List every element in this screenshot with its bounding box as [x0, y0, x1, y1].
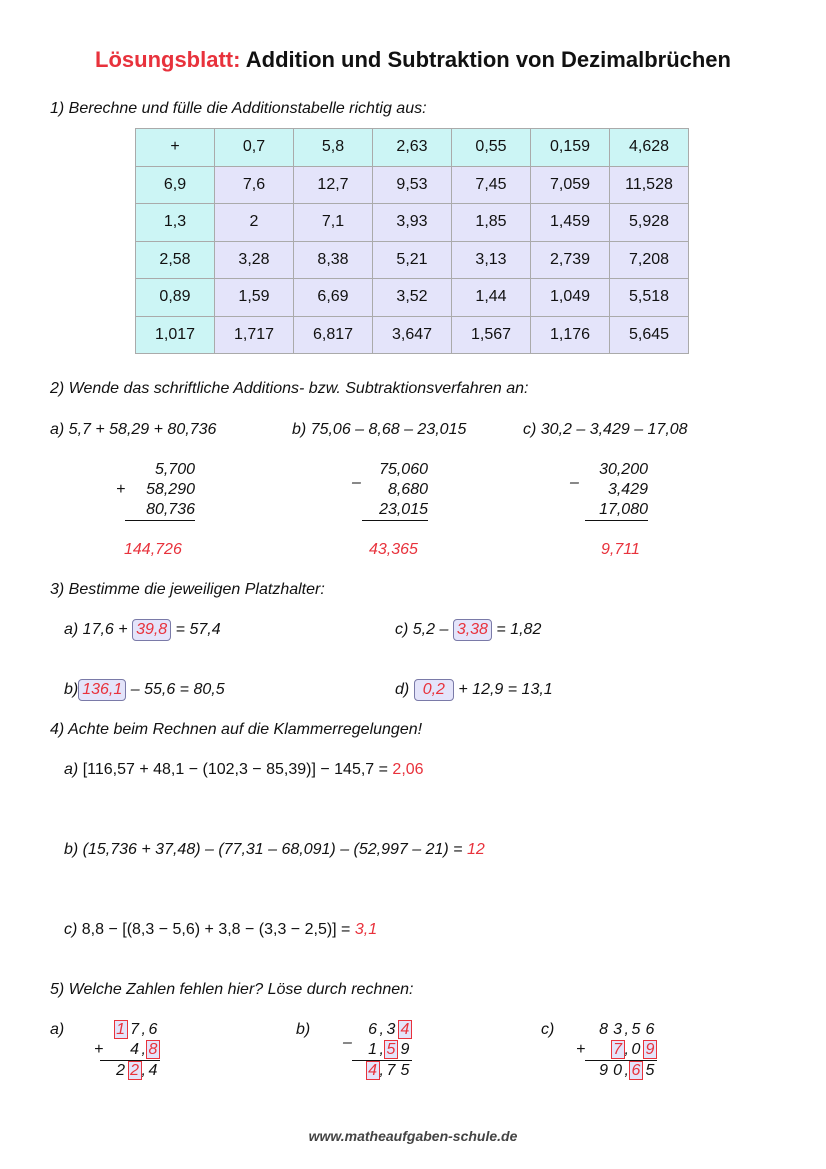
addition-table — [135, 128, 689, 354]
task5-heading: 5) Welche Zahlen fehlen hier? Löse durch rechnen: — [50, 981, 414, 998]
table-cell: 1,176 — [531, 316, 610, 354]
task4-a-expression: [116,57 + 48,1 − (102,3 − 85,39)] − 145,7 = — [82, 761, 388, 778]
decimal-comma: , — [379, 1062, 384, 1079]
table-row — [136, 166, 689, 204]
digit: 1 — [368, 1041, 377, 1058]
task5-a-operator: + — [94, 1041, 104, 1058]
digit: 6 — [148, 1021, 158, 1038]
task4-c — [64, 921, 377, 939]
task2-b-column — [362, 460, 428, 521]
task3-d-pre: d) — [395, 681, 410, 698]
task2-c-column — [585, 460, 648, 521]
table-cell: 8,38 — [294, 241, 373, 279]
table-cell: 2,739 — [531, 241, 610, 279]
task4-c-expression: 8,8 − [(8,3 − 5,6) + 3,8 − (3,3 − 2,5)] = — [81, 921, 351, 938]
table-cell: 7,208 — [610, 241, 689, 279]
table-cell: 1,459 — [531, 204, 610, 242]
task3-d-answer-box: 0,2 — [414, 679, 454, 701]
decimal-comma: , — [141, 1062, 146, 1079]
task3-c-pre: c) 5,2 – — [395, 621, 449, 638]
table-cell: 6,69 — [294, 279, 373, 317]
task3-a-pre: a) 17,6 + — [64, 621, 128, 638]
missing-digit-box: 6 — [629, 1061, 643, 1080]
table-cell: 1,59 — [215, 279, 294, 317]
digit: 0 — [613, 1062, 622, 1079]
table-cell: 2 — [215, 204, 294, 242]
table-cell: 1,44 — [452, 279, 531, 317]
task5-a-column — [100, 1020, 160, 1081]
task4-b — [64, 841, 485, 859]
table-header-cell: 0,159 — [531, 129, 610, 167]
table-header-cell: 4,628 — [610, 129, 689, 167]
decimal-comma: , — [624, 1062, 629, 1079]
task2-c-row3: 17,080 — [585, 500, 648, 521]
task3-heading: 3) Bestimme die jeweiligen Platzhalter: — [50, 581, 325, 598]
task3-a-post: = 57,4 — [175, 621, 221, 638]
table-header-cell: 1,3 — [136, 204, 215, 242]
task4-heading: 4) Achte beim Rechnen auf die Klammerregelungen! — [50, 721, 423, 738]
table-header-cell: 5,8 — [294, 129, 373, 167]
task5-b-row3 — [352, 1061, 412, 1081]
table-cell: 1,717 — [215, 316, 294, 354]
table-cell: 3,647 — [373, 316, 452, 354]
table-row — [136, 204, 689, 242]
missing-digit-box: 4 — [366, 1061, 380, 1080]
table-cell: 6,817 — [294, 316, 373, 354]
task5-c-operator: + — [576, 1041, 586, 1058]
decimal-comma: , — [141, 1021, 146, 1038]
missing-digit-box: 8 — [146, 1040, 160, 1059]
table-cell: 11,528 — [610, 166, 689, 204]
task2-b-label: b) 75,06 – 8,68 – 23,015 — [292, 421, 467, 438]
digit: 5 — [400, 1062, 410, 1079]
table-row — [136, 279, 689, 317]
digit: 9 — [599, 1062, 608, 1079]
task4-a-label: a) — [64, 761, 79, 778]
page-title — [0, 47, 826, 73]
task2-b-row1: 75,060 — [379, 461, 428, 478]
digit: 9 — [400, 1041, 410, 1058]
task3-d-post: + 12,9 = 13,1 — [458, 681, 553, 698]
task5-b-row2 — [352, 1040, 412, 1061]
task2-b-operator: – — [352, 474, 361, 491]
table-cell: 7,059 — [531, 166, 610, 204]
decimal-comma: , — [141, 1041, 146, 1058]
table-header-cell: 2,63 — [373, 129, 452, 167]
digit: 6 — [368, 1021, 377, 1038]
task4-a-result: 2,06 — [392, 761, 424, 778]
table-cell: 1,049 — [531, 279, 610, 317]
task2-a-row2: 58,290 — [146, 481, 195, 498]
decimal-comma: , — [624, 1041, 629, 1058]
table-header-cell: 2,58 — [136, 241, 215, 279]
task2-c-result: 9,711 — [601, 541, 640, 558]
task5-c-column — [585, 1020, 657, 1081]
task4-c-label: c) — [64, 921, 78, 938]
task5-b-column — [352, 1020, 412, 1081]
table-row — [136, 241, 689, 279]
task5-a-row3 — [100, 1061, 160, 1081]
table-cell: 1,567 — [452, 316, 531, 354]
table-header-cell: 0,89 — [136, 279, 215, 317]
table-cell: 12,7 — [294, 166, 373, 204]
decimal-comma: , — [379, 1021, 384, 1038]
table-cell: 5,518 — [610, 279, 689, 317]
table-cell: 5,645 — [610, 316, 689, 354]
task4-b-result: 12 — [466, 841, 485, 858]
digit: 2 — [116, 1062, 125, 1079]
task3-c-answer-box: 3,38 — [453, 619, 492, 641]
table-cell: 3,13 — [452, 241, 531, 279]
missing-digit-box: 9 — [643, 1040, 657, 1059]
table-cell: 3,28 — [215, 241, 294, 279]
task3-d — [395, 679, 553, 701]
digit: 0 — [631, 1041, 641, 1058]
table-cell: 7,6 — [215, 166, 294, 204]
task5-a-label: a) — [50, 1021, 65, 1038]
table-header-cell: 1,017 — [136, 316, 215, 354]
table-header-cell: + — [136, 129, 215, 167]
digit: 7 — [130, 1021, 139, 1038]
table-header-cell: 6,9 — [136, 166, 215, 204]
digit: 3 — [386, 1021, 396, 1038]
missing-digit-box: 4 — [398, 1020, 412, 1039]
decimal-comma: , — [379, 1041, 384, 1058]
table-header-cell: 0,55 — [452, 129, 531, 167]
table-header-cell: 0,7 — [215, 129, 294, 167]
decimal-comma: , — [624, 1021, 629, 1038]
missing-digit-box: 1 — [114, 1020, 128, 1039]
table-row — [136, 129, 689, 167]
title-prefix: Lösungsblatt: — [95, 47, 241, 72]
table-cell: 9,53 — [373, 166, 452, 204]
digit: 4 — [130, 1041, 139, 1058]
task5-b-row1 — [352, 1020, 412, 1040]
task3-b-post: – 55,6 = 80,5 — [130, 681, 225, 698]
digit: 4 — [148, 1062, 158, 1079]
task2-a-row1: 5,700 — [154, 461, 195, 478]
task2-c-row2: 3,429 — [607, 481, 648, 498]
task2-c-operator: – — [570, 474, 579, 491]
task3-b-pre: b) — [64, 681, 79, 698]
task2-b-result: 43,365 — [369, 541, 418, 558]
missing-digit-box: 7 — [611, 1040, 625, 1059]
task2-a-label: a) 5,7 + 58,29 + 80,736 — [50, 421, 217, 438]
task5-b-operator: – — [343, 1034, 352, 1051]
task2-heading: 2) Wende das schriftliche Additions- bzw. Subtraktionsverfahren an: — [50, 380, 529, 397]
task2-b-row3: 23,015 — [362, 500, 428, 521]
task5-b-label: b) — [296, 1021, 311, 1038]
title-main: Addition und Subtraktion von Dezimalbrüchen — [245, 47, 731, 72]
task2-a-operator: + — [116, 481, 126, 498]
task2-b-row2: 8,680 — [387, 481, 428, 498]
task3-a-answer-box: 39,8 — [132, 619, 171, 641]
table-cell: 7,1 — [294, 204, 373, 242]
task1-heading: 1) Berechne und fülle die Additionstabelle richtig aus: — [50, 100, 427, 117]
digit: 6 — [645, 1021, 655, 1038]
table-cell: 1,85 — [452, 204, 531, 242]
table-cell: 7,45 — [452, 166, 531, 204]
task3-a — [64, 619, 221, 641]
task3-b — [64, 679, 225, 701]
task2-c-label: c) 30,2 – 3,429 – 17,08 — [523, 421, 688, 438]
digit: 5 — [631, 1021, 641, 1038]
task5-a-row2 — [100, 1040, 160, 1061]
task4-c-result: 3,1 — [354, 921, 378, 938]
table-row — [136, 316, 689, 354]
task4-a — [64, 761, 424, 779]
task2-a-result: 144,726 — [124, 541, 182, 558]
task5-c-row3 — [585, 1061, 657, 1081]
task2-a-row3: 80,736 — [125, 500, 195, 521]
missing-digit-box: 5 — [384, 1040, 398, 1059]
task5-c-row1 — [585, 1020, 657, 1040]
task2-c-row1: 30,200 — [599, 461, 648, 478]
table-cell: 5,21 — [373, 241, 452, 279]
task4-b-expression: b) (15,736 + 37,48) – (77,31 – 68,091) – (52,997 – 21) = — [64, 841, 463, 858]
digit: 5 — [645, 1062, 655, 1079]
task5-c-row2 — [585, 1040, 657, 1061]
digit: 3 — [613, 1021, 622, 1038]
digit: 7 — [386, 1062, 396, 1079]
table-cell: 5,928 — [610, 204, 689, 242]
digit: 8 — [599, 1021, 608, 1038]
task5-c-label: c) — [541, 1021, 555, 1038]
task3-c — [395, 619, 541, 641]
task3-c-post: = 1,82 — [496, 621, 542, 638]
table-cell: 3,52 — [373, 279, 452, 317]
task2-a-column — [125, 460, 195, 521]
missing-digit-box: 2 — [128, 1061, 142, 1080]
task5-a-row1 — [100, 1020, 160, 1040]
task3-b-answer-box: 136,1 — [78, 679, 126, 701]
footer-website: www.matheaufgaben-schule.de — [308, 1128, 518, 1144]
table-cell: 3,93 — [373, 204, 452, 242]
